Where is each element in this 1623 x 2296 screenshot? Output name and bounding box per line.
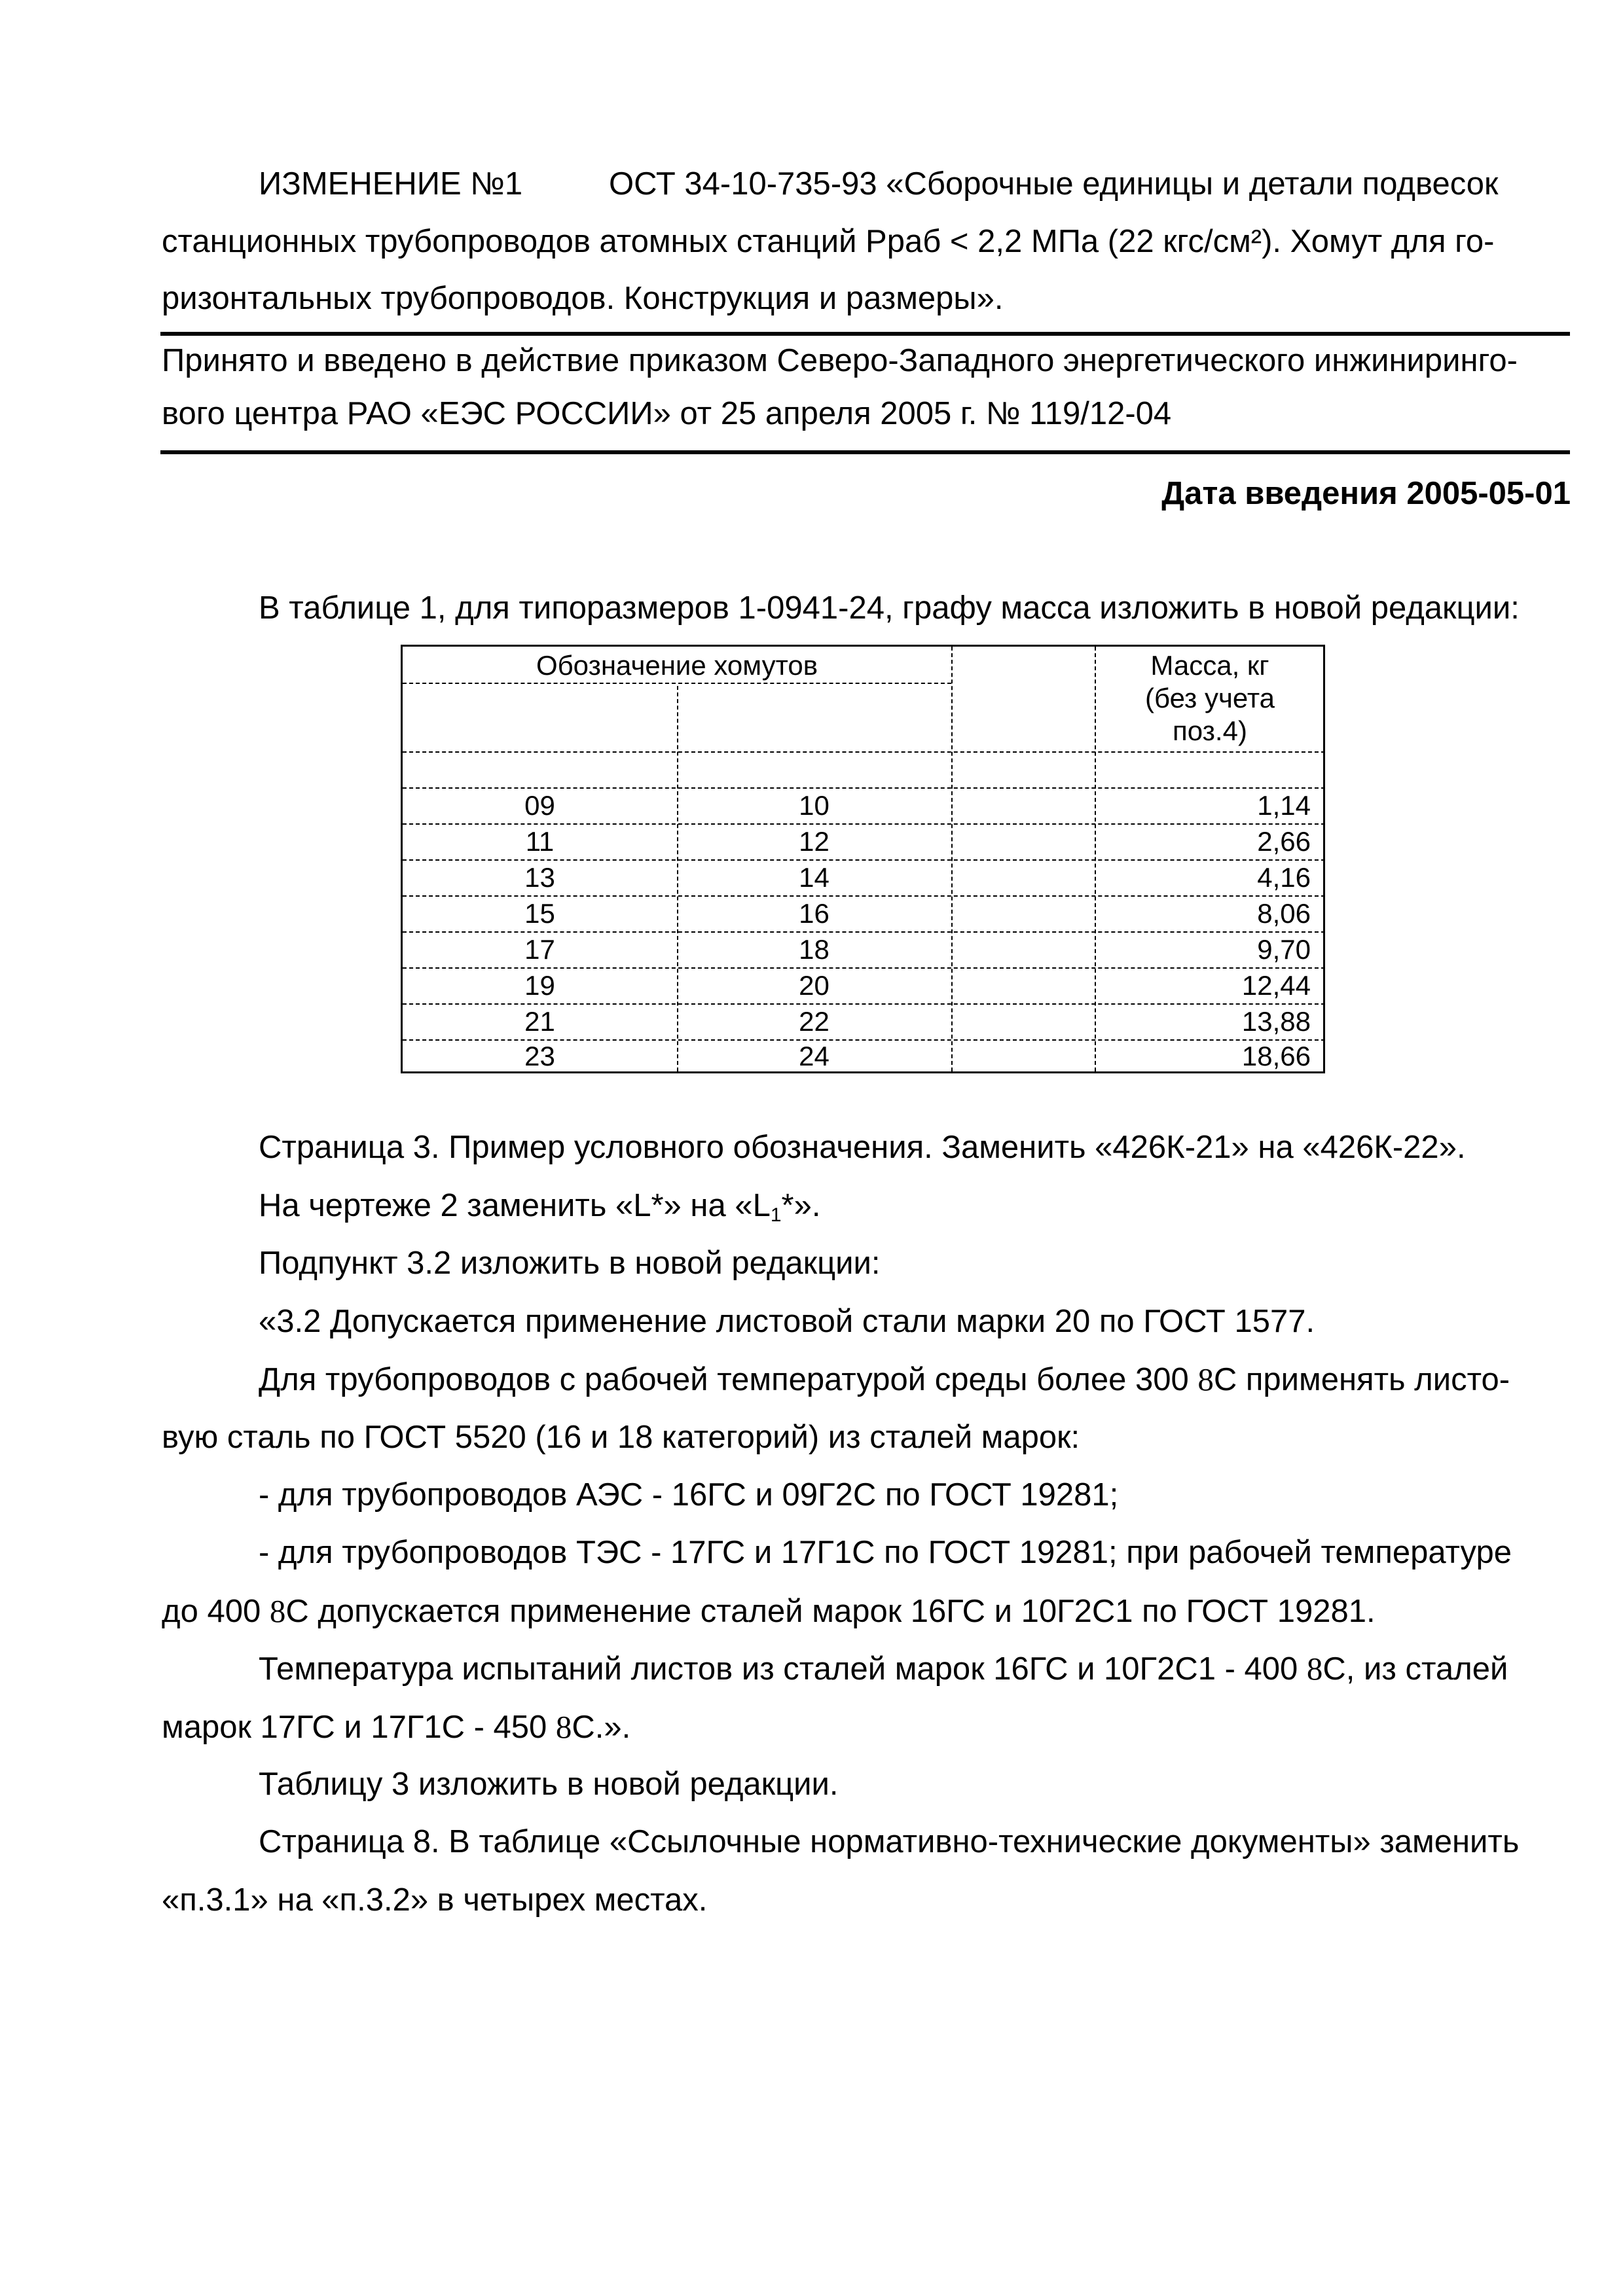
row-mass: 8,06 [1257, 898, 1311, 929]
row-designation-a: 17 [524, 934, 555, 965]
row-mass: 12,44 [1241, 970, 1311, 1001]
header-mass-line-2: (без учета [1145, 683, 1275, 713]
header-mass-line-1: Масса, кг [1150, 650, 1269, 681]
paragraph-3-2: «3.2 Допускается применение листовой стали марки 20 по ГОСТ 1577. [259, 1304, 1315, 1339]
row-designation-b: 18 [799, 934, 830, 965]
doc-title-line-1: ОСТ 34-10-735-93 «Сборочные единицы и детали подвесок [609, 166, 1499, 202]
row-designation-a: 11 [525, 826, 555, 857]
paragraph-test-temp-line-1 [259, 1653, 1508, 1685]
paragraph-test-temp-line-2 [162, 1711, 630, 1744]
text-fragment: На чертеже 2 заменить «L*» на «L [259, 1188, 771, 1223]
row-designation-a: 13 [524, 862, 555, 893]
degree-symbol: 8 [1197, 1361, 1214, 1397]
paragraph-page8-line-1: Страница 8. В таблице «Ссылочные нормативно-технические документы» заменить [259, 1824, 1520, 1859]
table-divider [403, 751, 1325, 753]
row-designation-a: 23 [524, 1041, 555, 1071]
text-fragment: С.». [572, 1710, 631, 1745]
text-fragment: С применять листо- [1213, 1362, 1510, 1397]
row-mass: 2,66 [1257, 826, 1311, 857]
subscript: 1 [770, 1204, 782, 1226]
paragraph-temp-line-1 [259, 1363, 1510, 1396]
mass-table [401, 645, 1325, 1073]
row-designation-b: 12 [799, 826, 830, 857]
adoption-line-1: Принято и введено в действие приказом Северо-Западного энергетического инжиниринго- [162, 343, 1518, 378]
paragraph-subclause: Подпункт 3.2 изложить в новой редакции: [259, 1246, 881, 1281]
effective-date: Дата введения 2005-05-01 [1161, 476, 1571, 511]
row-mass: 1,14 [1257, 790, 1311, 821]
text-fragment: С, из сталей [1322, 1651, 1508, 1687]
paragraph-page3: Страница 3. Пример условного обозначения. Заменить «426К-21» на «426К-22». [259, 1130, 1466, 1165]
row-designation-b: 24 [799, 1041, 830, 1071]
text-fragment: Температура испытаний листов из сталей марок 16ГС и 10Г2С1 - 400 [259, 1651, 1307, 1687]
degree-symbol: 8 [269, 1593, 286, 1629]
row-mass: 18,66 [1241, 1041, 1311, 1071]
top-rule [160, 332, 1570, 336]
doc-title-line-3: ризонтальных трубопроводов. Конструкция и размеры». [162, 281, 1004, 316]
row-designation-b: 22 [799, 1006, 830, 1037]
row-designation-a: 09 [524, 790, 555, 821]
degree-symbol: 8 [555, 1709, 572, 1745]
paragraph-page8-line-2: «п.3.1» на «п.3.2» в четырех местах. [162, 1882, 708, 1918]
table-divider [403, 967, 1325, 969]
text-fragment: до 400 [162, 1594, 270, 1629]
table-divider [403, 895, 1325, 897]
paragraph-tes-line-2 [162, 1595, 1376, 1628]
table-divider [403, 787, 1325, 789]
row-mass: 9,70 [1257, 934, 1311, 965]
table-intro: В таблице 1, для типоразмеров 1-0941-24, графу масса изложить в новой редакции: [259, 590, 1520, 626]
row-designation-a: 21 [524, 1006, 555, 1037]
header-mass-line-3: поз.4) [1173, 715, 1247, 746]
paragraph-table3: Таблицу 3 изложить в новой редакции. [259, 1767, 839, 1802]
table-divider [403, 683, 951, 684]
paragraph-tes-line-1: - для трубопроводов ТЭС - 17ГС и 17Г1С по ГОСТ 19281; при рабочей температуре [259, 1535, 1512, 1570]
paragraph-drawing2 [259, 1188, 821, 1226]
header-designation: Обозначение хомутов [536, 650, 818, 681]
paragraph-aes: - для трубопроводов АЭС - 16ГС и 09Г2С по ГОСТ 19281; [259, 1477, 1119, 1513]
text-fragment: Для трубопроводов с рабочей температурой среды более 300 [259, 1362, 1198, 1397]
row-mass: 13,88 [1241, 1006, 1311, 1037]
row-designation-a: 15 [524, 898, 555, 929]
text-fragment: марок 17ГС и 17Г1С - 450 [162, 1710, 556, 1745]
row-designation-b: 20 [799, 970, 830, 1001]
row-designation-a: 19 [524, 970, 555, 1001]
table-divider [403, 859, 1325, 861]
degree-symbol: 8 [1306, 1651, 1323, 1687]
table-divider [403, 1003, 1325, 1005]
text-fragment: С допускается применение сталей марок 16ГС и 10Г2С1 по ГОСТ 19281. [285, 1594, 1376, 1629]
adoption-line-2: вого центра РАО «ЕЭС РОССИИ» от 25 апреля 2005 г. № 119/12-04 [162, 396, 1172, 431]
doc-title-line-2: станционных трубопроводов атомных станций Рраб < 2,2 МПа (22 кгс/см²). Хомут для го- [162, 224, 1495, 259]
table-divider [403, 823, 1325, 825]
bottom-rule [160, 450, 1570, 454]
table-divider [403, 931, 1325, 933]
row-designation-b: 14 [799, 862, 830, 893]
paragraph-temp-line-2: вую сталь по ГОСТ 5520 (16 и 18 категорий) из сталей марок: [162, 1420, 1080, 1455]
text-fragment: *». [781, 1188, 821, 1223]
row-designation-b: 16 [799, 898, 830, 929]
row-designation-b: 10 [799, 790, 830, 821]
row-mass: 4,16 [1257, 862, 1311, 893]
change-label: ИЗМЕНЕНИЕ №1 [259, 166, 523, 202]
